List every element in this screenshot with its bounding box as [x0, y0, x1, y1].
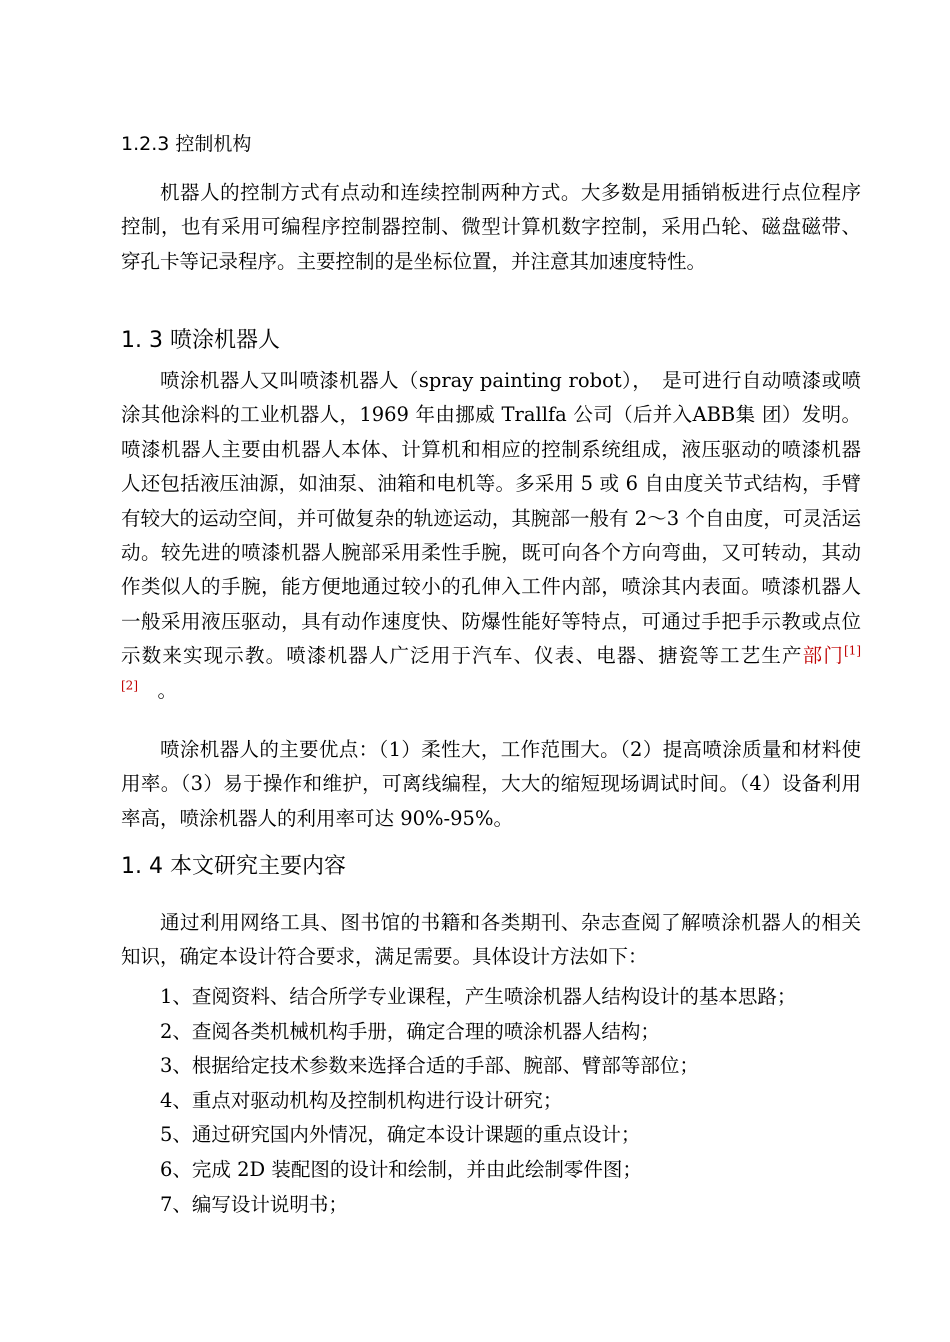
list-item: 7、编写设计说明书；	[160, 1192, 348, 1216]
section-1-3-paragraph-1-end: 。	[138, 678, 178, 702]
list-item: 6、完成 2D 装配图的设计和绘制，并由此绘制零件图；	[160, 1157, 642, 1181]
list-item: 1、查阅资料、结合所学专业课程，产生喷涂机器人结构设计的基本思路；	[160, 985, 797, 1008]
section-1-2-3-body: 机器人的控制方式有点动和连续控制两种方式。大多数是用插销板进行点位程序控制，也有采用可编程序控制器控制、微型计算机数字控制，采用凸轮、磁盘磁带、穿孔卡等记录程序。主要控制的是坐标位置，并注意其加速度特性。	[121, 181, 861, 273]
list-item: 3、根据给定技术参数来选择合适的手部、腕部、臂部等部位；	[160, 1054, 699, 1078]
design-method-list	[121, 980, 881, 1222]
list-item: 2、查阅各类机械机构手册，确定合理的喷涂机器人结构；	[160, 1019, 660, 1043]
reference-citation-marks[interactable]: [1][2]	[121, 643, 861, 693]
section-1-3-paragraph-1	[121, 364, 861, 708]
section-1-3-title: 1. 3 喷涂机器人	[121, 328, 280, 353]
section-1-3-paragraph-2: 喷涂机器人的主要优点：（1）柔性大，工作范围大。（2）提高喷涂质量和材料使用率。（3）易于操作和维护，可离线编程，大大的缩短现场调试时间。（4）设备利用率高，喷涂机器人的利用率可达 90%-95%。	[121, 738, 861, 830]
section-1-4-title: 1. 4 本文研究主要内容	[121, 854, 346, 879]
list-item: 4、重点对驱动机构及控制机构进行设计研究；	[160, 1088, 563, 1112]
reference-link-word[interactable]: 部门	[802, 644, 844, 668]
section-1-4-intro: 通过利用网络工具、图书馆的书籍和各类期刊、杂志查阅了解喷涂机器人的相关知识，确定本设计符合要求，满足需要。具体设计方法如下：	[121, 911, 861, 969]
section-1-3-paragraph-1-text: 喷涂机器人又叫喷漆机器人（spray painting robot）， 是可进行自动喷漆或喷涂其他涂料的工业机器人，1969 年由挪威 Trallfa 公司（后并入ABB集 团）发明。喷漆机器人主要由机器人本体、计算机和相应的控制系统组成，液压驱动的喷漆机器人还包括液压油源，如油泵、油箱和电机等。多采用 5 或 6 自由度关节式结构，手臂有较大的运动空间，并可做复杂的轨迹运动，其腕部一般有 2～3 个自由度，可灵活运动。较先进的喷漆机器人腕部采用柔性手腕，既可向各个方向弯曲，又可转动，其动作类似人的手腕，能方便地通过较小的孔伸入工件内部，喷涂其内表面。喷漆机器人一般采用液压驱动，具有动作速度快、防爆性能好等特点，可通过手把手示教或点位示数来实现示教。喷漆机器人广泛用于汽车、仪表、电器、搪瓷等工艺生产	[121, 369, 861, 668]
section-1-2-3-title: 1.2.3 控制机构	[121, 133, 252, 155]
list-item: 5、通过研究国内外情况，确定本设计课题的重点设计；	[160, 1123, 641, 1147]
